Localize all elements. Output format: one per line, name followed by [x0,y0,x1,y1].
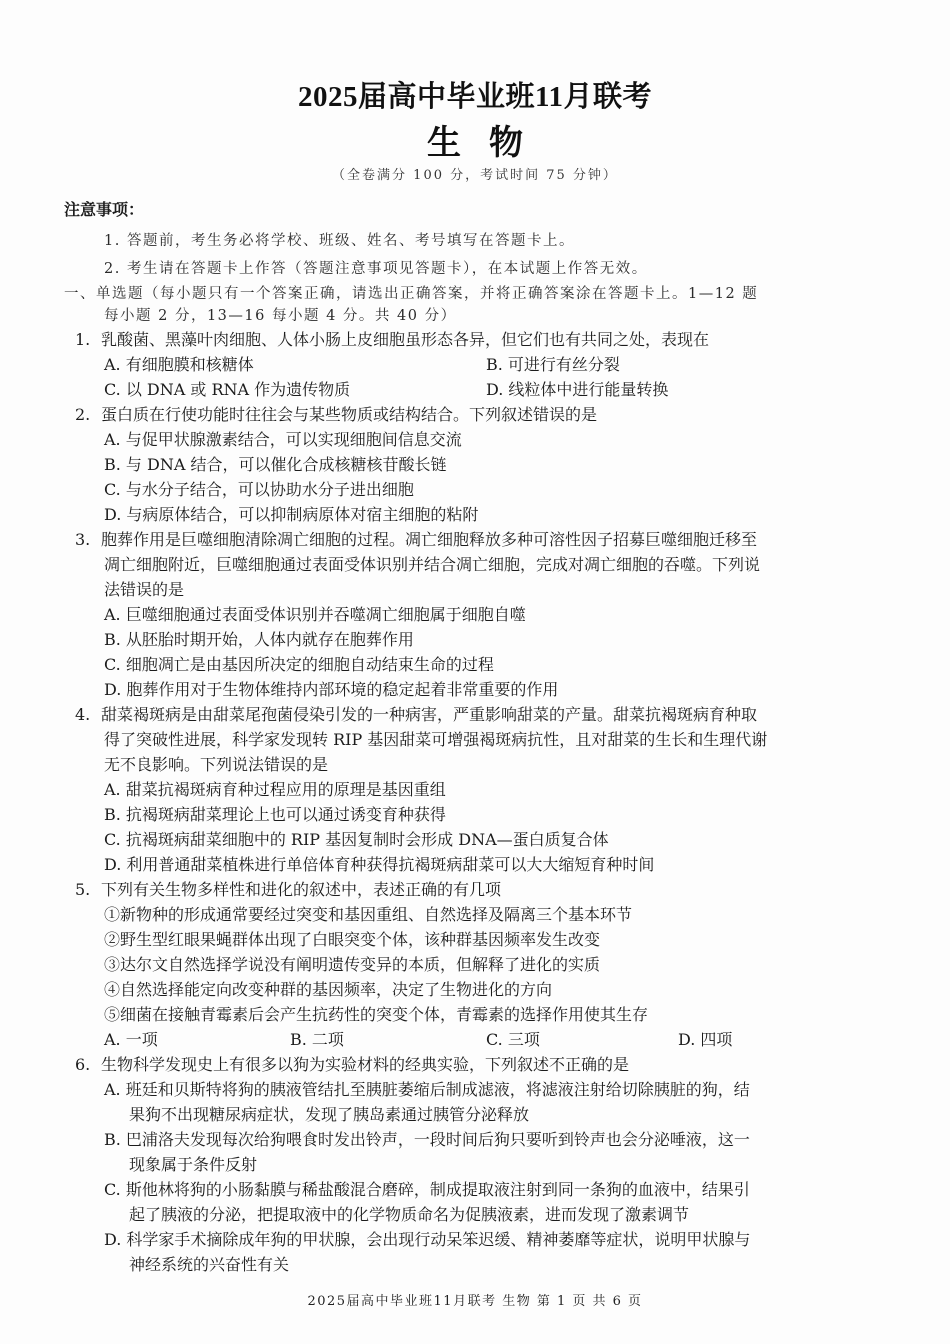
question-number: 2. [75,405,91,424]
question-3-stem-cont: 凋亡细胞附近，巨噬细胞通过表面受体识别并结合凋亡细胞，完成对凋亡细胞的吞噬。下列说 [104,555,761,574]
option-6C: C. 斯他林将狗的小肠黏膜与稀盐酸混合磨碎，制成提取液注射到同一条狗的血液中，结果引 [104,1180,750,1199]
option-3D: D. 胞葬作用对于生物体维持内部环境的稳定起着非常重要的作用 [104,680,559,699]
option-5A: A. 一项 [104,1030,158,1049]
notice-item-1: 1. 答题前，考生务必将学校、班级、姓名、考号填写在答题卡上。 [104,233,575,249]
question-4-stem-cont: 得了突破性进展，科学家发现转 RIP 基因甜菜可增强褐斑病抗性，且对甜菜的生长和生理代谢 [104,730,768,749]
question-stem: 胞葬作用是巨噬细胞清除凋亡细胞的过程。凋亡细胞释放多种可溶性因子招募巨噬细胞迁移至 [101,530,758,549]
question-5 [75,880,501,900]
question-number: 3. [75,530,91,549]
question-1 [75,330,709,350]
option-4C: C. 抗褐斑病甜菜细胞中的 RIP 基因复制时会形成 DNA—蛋白质复合体 [104,830,609,849]
section-heading-cont: 每小题 2 分，13—16 每小题 4 分。共 40 分） [104,308,457,324]
option-3C: C. 细胞凋亡是由基因所决定的细胞自动结束生命的过程 [104,655,494,674]
question-stem: 甜菜褐斑病是由甜菜尾孢菌侵染引发的一种病害，严重影响甜菜的产量。甜菜抗褐斑病育种取 [101,705,758,724]
option-2C: C. 与水分子结合，可以协助水分子进出细胞 [104,480,414,499]
question-stem: 蛋白质在行使功能时往往会与某些物质或结构结合。下列叙述错误的是 [101,405,598,424]
option-2B: B. 与 DNA 结合，可以催化合成核糖核苷酸长链 [104,455,447,474]
option-5C: C. 三项 [486,1030,540,1049]
option-3A: A. 巨噬细胞通过表面受体识别并吞噬凋亡细胞属于细胞自噬 [104,605,526,624]
option-6D: D. 科学家手术摘除成年狗的甲状腺，会出现行动呆笨迟缓、精神萎靡等症状，说明甲状腺与 [104,1230,751,1249]
statement-1: ①新物种的形成通常要经过突变和基因重组、自然选择及隔离三个基本环节 [104,905,633,924]
question-number: 5. [75,880,91,899]
option-6A: A. 班廷和贝斯特将狗的胰液管结扎至胰脏萎缩后制成滤液，将滤液注射给切除胰脏的狗，结 [104,1080,750,1099]
question-3 [75,530,757,550]
option-5B: B. 二项 [290,1030,344,1049]
page-footer: 2025届高中毕业班11月联考 生物 第 1 页 共 6 页 [307,1294,643,1309]
option-2A: A. 与促甲状腺激素结合，可以实现细胞间信息交流 [104,430,462,449]
section-heading: 一、单选题（每小题只有一个答案正确，请选出正确答案，并将正确答案涂在答题卡上。1—12 题 [64,286,759,302]
statement-3: ③达尔文自然选择学说没有阐明遗传变异的本质，但解释了进化的实质 [104,955,601,974]
question-2 [75,405,597,425]
statement-5: ⑤细菌在接触青霉素后会产生抗药性的突变个体，青霉素的选择作用使其生存 [104,1005,649,1024]
option-6A-cont: 果狗不出现糖尿病症状，发现了胰岛素通过胰管分泌释放 [129,1105,530,1124]
question-number: 1. [75,330,91,349]
notice-item-2: 2. 考生请在答题卡上作答（答题注意事项见答题卡），在本试题上作答无效。 [104,261,648,277]
question-stem: 生物科学发现史上有很多以狗为实验材料的经典实验，下列叙述不正确的是 [101,1055,630,1074]
subject-title: 生物 [427,123,551,163]
option-6B: B. 巴浦洛夫发现每次给狗喂食时发出铃声，一段时间后狗只要听到铃声也会分泌唾液，这一 [104,1130,750,1149]
option-1A: A. 有细胞膜和核糖体 [104,355,254,374]
option-1D: D. 线粒体中进行能量转换 [486,380,669,399]
option-6C-cont: 起了胰液的分泌，把提取液中的化学物质命名为促胰液素，进而发现了激素调节 [129,1205,690,1224]
statement-4: ④自然选择能定向改变种群的基因频率，决定了生物进化的方向 [104,980,553,999]
notice-heading: 注意事项： [64,200,145,219]
exam-title: 2025届高中毕业班11月联考 [298,81,652,113]
option-6D-cont: 神经系统的兴奋性有关 [129,1255,290,1274]
question-6 [75,1055,629,1075]
option-4B: B. 抗褐斑病甜菜理论上也可以通过诱变育种获得 [104,805,446,824]
question-4 [75,705,757,725]
question-stem: 乳酸菌、黑藻叶肉细胞、人体小肠上皮细胞虽形态各异，但它们也有共同之处，表现在 [101,330,710,349]
option-4A: A. 甜菜抗褐斑病育种过程应用的原理是基因重组 [104,780,446,799]
question-4-stem-cont: 无不良影响。下列说法错误的是 [104,755,329,774]
question-number: 4. [75,705,91,724]
question-number: 6. [75,1055,91,1074]
option-5D: D. 四项 [678,1030,733,1049]
option-1C: C. 以 DNA 或 RNA 作为遗传物质 [104,380,351,399]
option-4D: D. 利用普通甜菜植株进行单倍体育种获得抗褐斑病甜菜可以大大缩短育种时间 [104,855,655,874]
option-6B-cont: 现象属于条件反射 [129,1155,258,1174]
option-2D: D. 与病原体结合，可以抑制病原体对宿主细胞的粘附 [104,505,479,524]
score-info: （全卷满分 100 分，考试时间 75 分钟） [332,168,618,183]
question-stem: 下列有关生物多样性和进化的叙述中，表述正确的有几项 [101,880,502,899]
option-3B: B. 从胚胎时期开始，人体内就存在胞葬作用 [104,630,414,649]
statement-2: ②野生型红眼果蝇群体出现了白眼突变个体，该种群基因频率发生改变 [104,930,601,949]
question-3-stem-cont: 法错误的是 [104,580,185,599]
option-1B: B. 可进行有丝分裂 [486,355,620,374]
